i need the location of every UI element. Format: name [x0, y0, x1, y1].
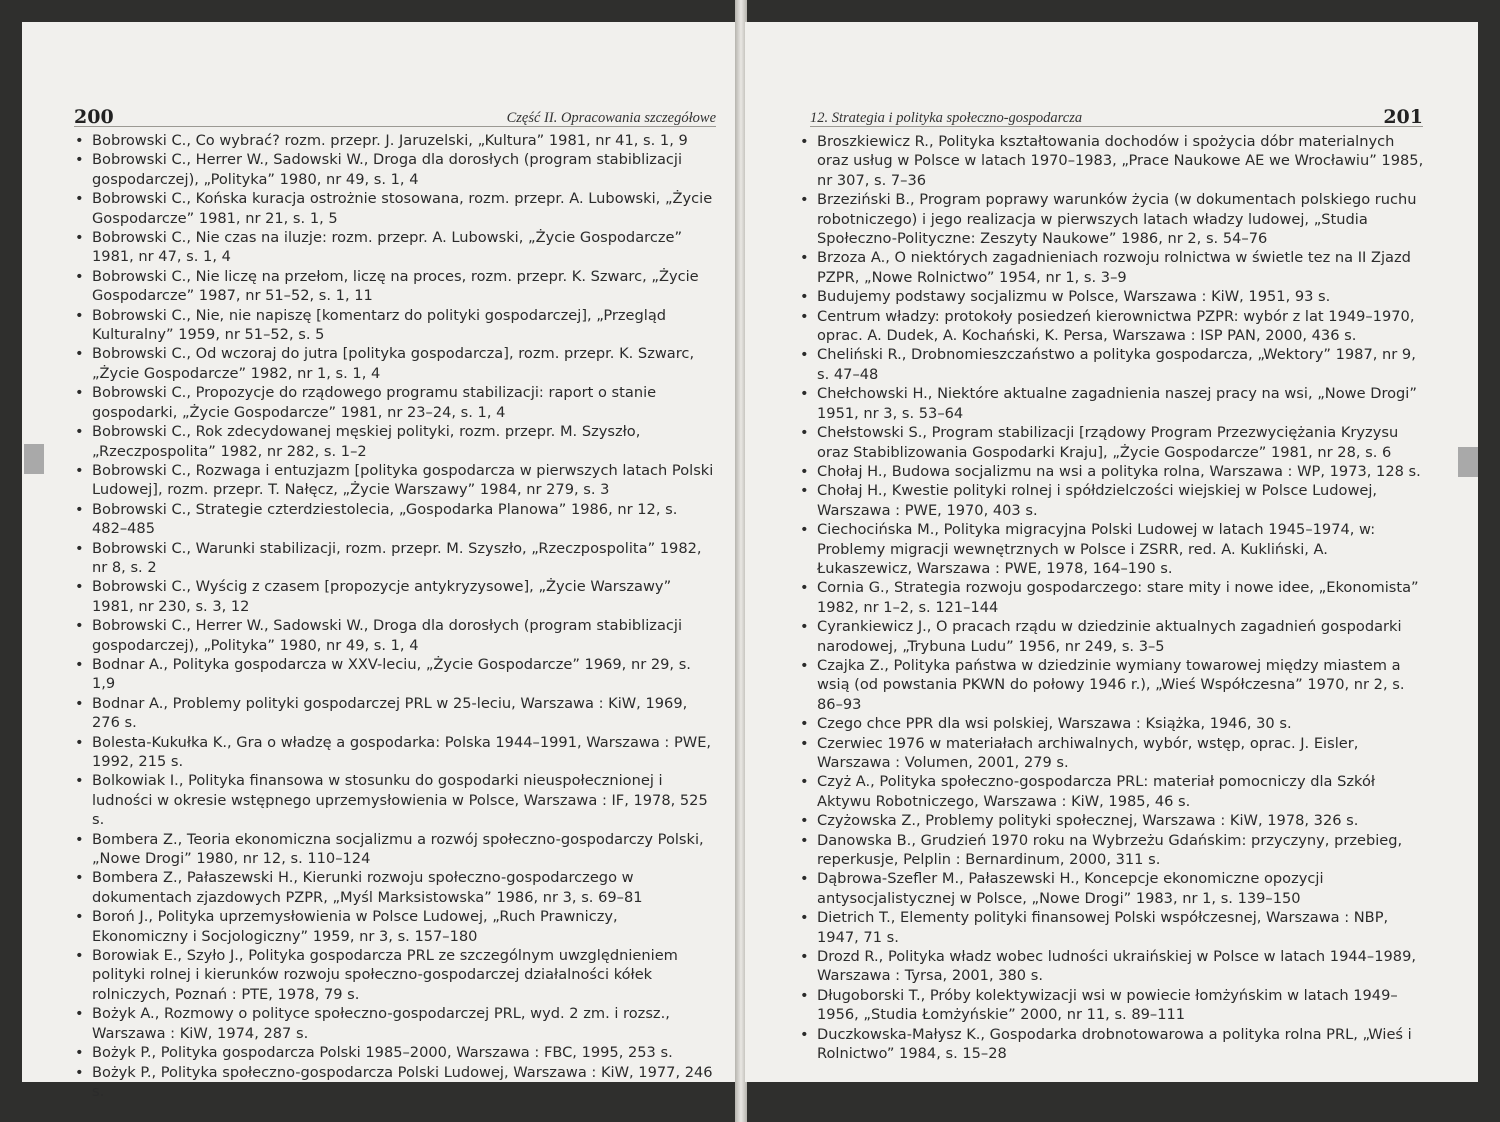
- page-edge-marker-right: [1458, 447, 1478, 477]
- left-page: [22, 22, 737, 1100]
- bibliography-entry: • Bombera Z., Pałaszewski H., Kierunki rozwoju społeczno-gospodarczego w dokumentach zjazdowych PZPR, „Myśl Marksistowska” 1986, nr 3, s. 69–81: [74, 868, 714, 907]
- bibliography-entry: • Bobrowski C., Nie czas na iluzje: rozm. przepr. A. Lubowski, „Życie Gospodarcze” 1981, nr 47, s. 1, 4: [74, 228, 714, 267]
- bibliography-entry: • Brzeziński B., Program poprawy warunków życia (w dokumentach polskiego ruchu robotniczego) i jego realizacja w pierwszych latach władzy ludowej, „Studia Społeczno-Polityczne: Zeszyty Naukowe” 1986, nr 2, s. 54–76: [799, 190, 1427, 248]
- right-page-header: [810, 86, 1423, 127]
- bibliography-entry: • Długoborski T., Próby kolektywizacji wsi w powiecie łomżyńskim w latach 1949–1956, „Studia Łomżyńskie” 2000, nr 11, s. 89–111: [799, 986, 1427, 1025]
- bibliography-entry: • Centrum władzy: protokoły posiedzeń kierownictwa PZPR: wybór z lat 1949–1970, oprac. A. Dudek, A. Kochański, K. Persa, Warszawa : ISP PAN, 2000, 436 s.: [799, 307, 1427, 346]
- bibliography-entry: • Bobrowski C., Rozwaga i entuzjazm [polityka gospodarcza w pierwszych latach Polski Ludowej], rozm. przepr. T. Nałęcz, „Życie Warszawy” 1984, nr 279, s. 3: [74, 461, 714, 500]
- bibliography-entry: • Broszkiewicz R., Polityka kształtowania dochodów i spożycia dóbr materialnych oraz usług w Polsce w latach 1970–1983, „Prace Naukowe AE we Wrocławiu” 1985, nr 307, s. 7–36: [799, 132, 1427, 190]
- bibliography-entry: • Chełchowski H., Niektóre aktualne zagadnienia naszej pracy na wsi, „Nowe Drogi” 1951, nr 3, s. 53–64: [799, 384, 1427, 423]
- page-number-left: 200: [74, 106, 114, 128]
- bibliography-entry: • Chełstowski S., Program stabilizacji [rządowy Program Przezwyciężania Kryzysu oraz Stabiblizowania Gospodarki Kraju], „Życie Gospodarcze” 1981, nr 28, s. 6: [799, 423, 1427, 462]
- left-page-header: [74, 86, 716, 127]
- bibliography-entry: • Dąbrowa-Szefler M., Pałaszewski H., Koncepcje ekonomiczne opozycji antysocjalistycznej w Polsce, „Nowe Drogi” 1983, nr 1, s. 139–150: [799, 869, 1427, 908]
- bibliography-entry: • Budujemy podstawy socjalizmu w Polsce, Warszawa : KiW, 1951, 93 s.: [799, 287, 1427, 306]
- bibliography-entry: • Bobrowski C., Nie, nie napiszę [komentarz do polityki gospodarczej], „Przegląd Kulturalny” 1959, nr 51–52, s. 5: [74, 306, 714, 345]
- bibliography-entry: • Borowiak E., Szyło J., Polityka gospodarcza PRL ze szczególnym uwzględnieniem polityki rolnej i kierunków rozwoju społeczno-gospodarczej działalności kółek rolniczych, Poznań : PTE, 1978, 79 s.: [74, 946, 714, 1004]
- bibliography-entry: • Bożyk A., Rozmowy o polityce społeczno-gospodarczej PRL, wyd. 2 zm. i rozsz., Warszawa : KiW, 1974, 287 s.: [74, 1004, 714, 1043]
- bibliography-entry: • Brzoza A., O niektórych zagadnieniach rozwoju rolnictwa w świetle tez na II Zjazd PZPR, „Nowe Rolnictwo” 1954, nr 1, s. 3–9: [799, 248, 1427, 287]
- bibliography-entry: • Czego chce PPR dla wsi polskiej, Warszawa : Książka, 1946, 30 s.: [799, 714, 1427, 733]
- bibliography-entry: • Duczkowska-Małysz K., Gospodarka drobnotowarowa a polityka rolna PRL, „Wieś i Rolnictwo” 1984, s. 15–28: [799, 1025, 1427, 1064]
- bibliography-entry: • Bożyk P., Polityka społeczno-gospodarcza Polski Ludowej, Warszawa : KiW, 1977, 246 s.: [74, 1063, 714, 1102]
- bibliography-entry: • Bobrowski C., Herrer W., Sadowski W., Droga dla dorosłych (program stabiblizacji gospodarczej), „Polityka” 1980, nr 49, s. 1, 4: [74, 150, 714, 189]
- bibliography-entry: • Chołaj H., Budowa socjalizmu na wsi a polityka rolna, Warszawa : WP, 1973, 128 s.: [799, 462, 1427, 481]
- bibliography-entry: • Cheliński R., Drobnomieszczaństwo a polityka gospodarcza, „Wektory” 1987, nr 9, s. 47–48: [799, 345, 1427, 384]
- bibliography-entry: • Boroń J., Polityka uprzemysłowienia w Polsce Ludowej, „Ruch Prawniczy, Ekonomiczny i Socjologiczny” 1959, nr 3, s. 157–180: [74, 907, 714, 946]
- bibliography-entry: • Bobrowski C., Propozycje do rządowego programu stabilizacji: raport o stanie gospodarki, „Życie Gospodarcze” 1981, nr 23–24, s. 1, 4: [74, 383, 714, 422]
- bibliography-entry: • Bobrowski C., Warunki stabilizacji, rozm. przepr. M. Szyszło, „Rzeczpospolita” 1982, nr 8, s. 2: [74, 539, 714, 578]
- bibliography-entry: • Drozd R., Polityka władz wobec ludności ukraińskiej w Polsce w latach 1944–1989, Warszawa : Tyrsa, 2001, 380 s.: [799, 947, 1427, 986]
- bibliography-entry: • Czyżowska Z., Problemy polityki społecznej, Warszawa : KiW, 1978, 326 s.: [799, 811, 1427, 830]
- bibliography-entry: • Bobrowski C., Rok zdecydowanej męskiej polityki, rozm. przepr. M. Szyszło, „Rzeczpospolita” 1982, nr 282, s. 1–2: [74, 422, 714, 461]
- bibliography-entry: • Danowska B., Grudzień 1970 roku na Wybrzeżu Gdańskim: przyczyny, przebieg, reperkusje, Pelplin : Bernardinum, 2000, 311 s.: [799, 831, 1427, 870]
- bibliography-entry: • Czajka Z., Polityka państwa w dziedzinie wymiany towarowej między miastem a wsią (od powstania PKWN do połowy 1946 r.), „Wieś Współczesna” 1970, nr 2, s. 86–93: [799, 656, 1427, 714]
- page-edge-marker-left: [24, 444, 44, 474]
- bibliography-entry: • Bolkowiak I., Polityka finansowa w stosunku do gospodarki nieuspołecznionej i ludności w okresie wstępnego uprzemysłowienia w Polsce, Warszawa : IF, 1978, 525 s.: [74, 771, 714, 829]
- bibliography-entry: • Chołaj H., Kwestie polityki rolnej i spółdzielczości wiejskiej w Polsce Ludowej, Warszawa : PWE, 1970, 403 s.: [799, 481, 1427, 520]
- bibliography-entry: • Bożyk P., Polityka gospodarcza Polski 1985–2000, Warszawa : FBC, 1995, 253 s.: [74, 1043, 714, 1062]
- bibliography-entry: • Bombera Z., Teoria ekonomiczna socjalizmu a rozwój społeczno-gospodarczy Polski, „Nowe Drogi” 1980, nr 12, s. 110–124: [74, 830, 714, 869]
- bibliography-entry: • Ciechocińska M., Polityka migracyjna Polski Ludowej w latach 1945–1974, w: Problemy migracji wewnętrznych w Polsce i ZSRR, red. A. Kukliński, A. Łukaszewicz, Warszawa : PWE, 1978, 164–190 s.: [799, 520, 1427, 578]
- running-head-right: 12. Strategia i polityka społeczno-gospodarcza: [810, 110, 1083, 126]
- bibliography-entry: • Cyrankiewicz J., O pracach rządu w dziedzinie aktualnych zagadnień gospodarki narodowej, „Trybuna Ludu” 1956, nr 249, s. 3–5: [799, 617, 1427, 656]
- bibliography-entry: • Czerwiec 1976 w materiałach archiwalnych, wybór, wstęp, oprac. J. Eisler, Warszawa : Volumen, 2001, 279 s.: [799, 734, 1427, 773]
- bibliography-entry: • Cornia G., Strategia rozwoju gospodarczego: stare mity i nowe idee, „Ekonomista” 1982, nr 1–2, s. 121–144: [799, 578, 1427, 617]
- bibliography-entry: • Bobrowski C., Co wybrać? rozm. przepr. J. Jaruzelski, „Kultura” 1981, nr 41, s. 1, 9: [74, 131, 714, 150]
- bibliography-list-left: [74, 131, 714, 1101]
- bibliography-entry: • Dietrich T., Elementy polityki finansowej Polski współczesnej, Warszawa : NBP, 1947, 71 s.: [799, 908, 1427, 947]
- bibliography-entry: • Bobrowski C., Wyścig z czasem [propozycje antykryzysowe], „Życie Warszawy” 1981, nr 230, s. 3, 12: [74, 577, 714, 616]
- bibliography-entry: • Bolesta-Kukułka K., Gra o władzę a gospodarka: Polska 1944–1991, Warszawa : PWE, 1992, 215 s.: [74, 733, 714, 772]
- bibliography-entry: • Bobrowski C., Od wczoraj do jutra [polityka gospodarcza], rozm. przepr. K. Szwarc, „Życie Gospodarcze” 1982, nr 1, s. 1, 4: [74, 344, 714, 383]
- bibliography-entry: • Bodnar A., Problemy polityki gospodarczej PRL w 25-leciu, Warszawa : KiW, 1969, 276 s.: [74, 694, 714, 733]
- running-head-left: Część II. Opracowania szczegółowe: [506, 110, 716, 126]
- page-number-right: 201: [1383, 106, 1423, 128]
- bibliography-entry: • Bobrowski C., Strategie czterdziestolecia, „Gospodarka Planowa” 1986, nr 12, s. 482–485: [74, 500, 714, 539]
- bibliography-entry: • Bodnar A., Polityka gospodarcza w XXV-leciu, „Życie Gospodarcze” 1969, nr 29, s. 1,9: [74, 655, 714, 694]
- bibliography-entry: • Bobrowski C., Herrer W., Sadowski W., Droga dla dorosłych (program stabiblizacji gospodarczej), „Polityka” 1980, nr 49, s. 1, 4: [74, 616, 714, 655]
- right-page: [745, 22, 1478, 1082]
- bibliography-entry: • Bobrowski C., Końska kuracja ostrożnie stosowana, rozm. przepr. A. Lubowski, „Życie Gospodarcze” 1981, nr 21, s. 1, 5: [74, 189, 714, 228]
- bibliography-entry: • Bobrowski C., Nie liczę na przełom, liczę na proces, rozm. przepr. K. Szwarc, „Życie Gospodarcze” 1987, nr 51–52, s. 1, 11: [74, 267, 714, 306]
- bibliography-entry: • Czyż A., Polityka społeczno-gospodarcza PRL: materiał pomocniczy dla Szkół Aktywu Robotniczego, Warszawa : KiW, 1985, 46 s.: [799, 772, 1427, 811]
- bibliography-list-right: [799, 132, 1427, 1064]
